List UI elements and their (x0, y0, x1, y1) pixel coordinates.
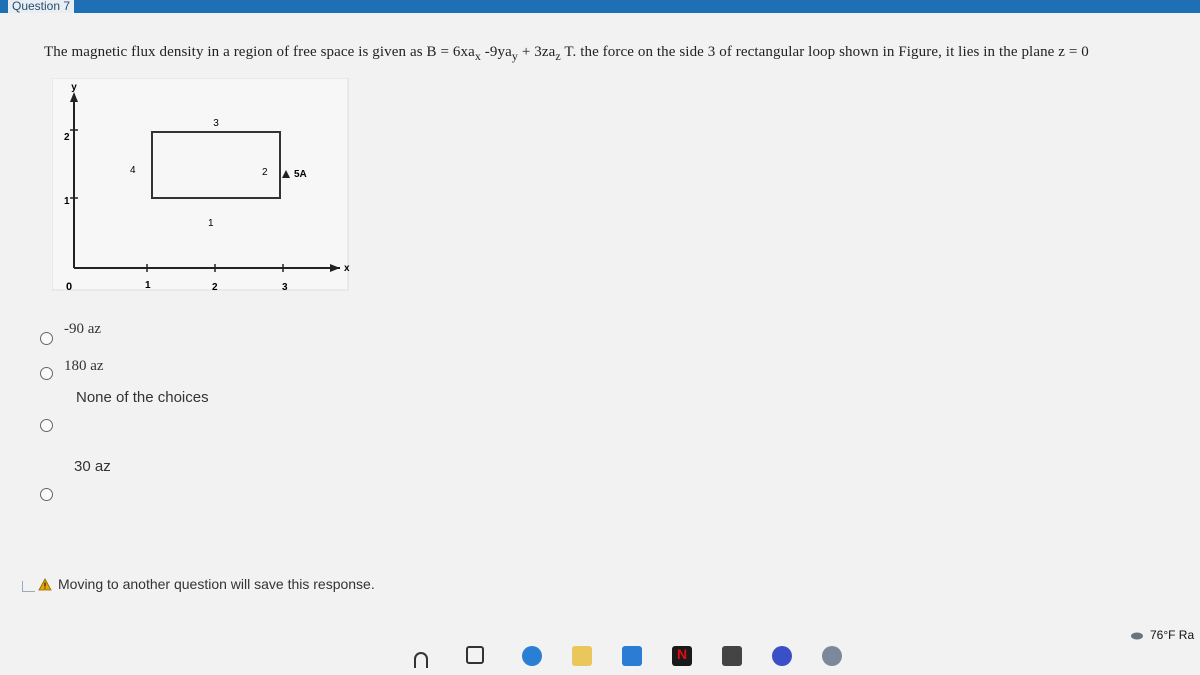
side-label-left: 4 (130, 165, 136, 176)
warning-icon (38, 578, 52, 591)
figure-frame (52, 78, 348, 290)
netflix-icon[interactable]: N (672, 646, 692, 666)
stem-subscript: y (511, 49, 518, 63)
option-2-label[interactable]: 180 az (64, 358, 104, 374)
x-tick-label: 1 (145, 280, 151, 291)
stem-subscript: x (474, 49, 481, 63)
stem-fragment: + 3za (517, 44, 556, 60)
mail-icon[interactable] (622, 646, 642, 666)
side-label-right: 2 (262, 167, 268, 178)
stem-subscript: z (555, 49, 561, 63)
loop-figure (52, 78, 352, 292)
loop-diagram-svg (52, 78, 352, 292)
task-view-icon[interactable] (466, 646, 484, 664)
weather-text: 76°F Ra (1150, 628, 1195, 642)
top-bar (0, 0, 1200, 13)
option-2-radio[interactable] (40, 367, 53, 380)
option-1-label[interactable]: -90 az (64, 321, 102, 337)
option-4-radio[interactable] (40, 488, 53, 501)
current-label: 5A (294, 169, 307, 180)
option-1-radio[interactable] (40, 332, 53, 345)
return-arrow-icon (22, 581, 35, 592)
stem-fragment: -9ya (480, 44, 512, 60)
file-explorer-icon[interactable] (572, 646, 592, 666)
save-notice-text: Moving to another question will save this response. (58, 576, 375, 592)
side-label-top: 3 (213, 118, 219, 129)
question-tab[interactable]: Question 7 (8, 0, 74, 13)
search-icon[interactable] (414, 652, 428, 668)
stem-fragment: T. the force on the side 3 of rectangular loop shown in Figure, it lies in the plane z = 0 (560, 44, 1089, 60)
side-label-bottom: 1 (208, 218, 214, 229)
y-axis-label: y (71, 82, 77, 93)
origin-label: 0 (66, 281, 73, 292)
x-tick-label: 3 (282, 282, 288, 292)
option-3-radio[interactable] (40, 419, 53, 432)
weather-icon (1130, 630, 1144, 640)
save-notice (38, 576, 375, 592)
question-stem (44, 44, 1194, 64)
store-icon[interactable] (722, 646, 742, 666)
x-tick-label: 2 (212, 282, 218, 292)
option-4-label[interactable]: 30 az (74, 458, 111, 475)
edge-browser-icon[interactable] (522, 646, 542, 666)
y-tick-label: 1 (64, 196, 70, 207)
y-tick-label: 2 (64, 132, 70, 143)
option-3-label[interactable]: None of the choices (76, 389, 209, 406)
stem-fragment: The magnetic flux density in a region of free space is given as B = 6xa (44, 44, 475, 60)
app-icon[interactable] (772, 646, 792, 666)
weather-widget[interactable] (1130, 628, 1194, 642)
x-axis-label: x (344, 263, 350, 274)
app-icon[interactable] (822, 646, 842, 666)
